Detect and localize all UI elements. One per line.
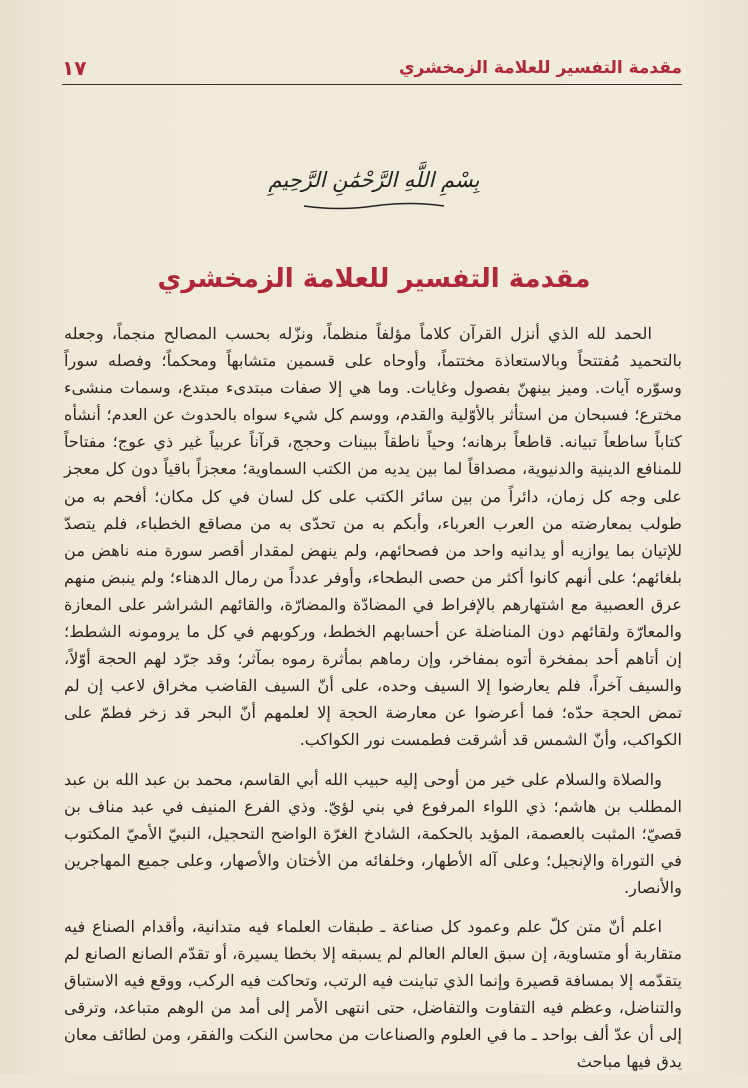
bismillah-calligraphy	[0, 168, 748, 216]
paragraph: الحمد لله الذي أنزل القرآن كلاماً مؤلفاً منظماً، ونزّله بحسب المصالح منجماً، وجعله بالتحميد مُفتتحاً وبالاستعاذة مختتماً، وأوحاه على قسمين متشابهاً ومحكماً؛ وفصله سوراً وسوّره آيات. وميز بينهنّ بفصول وغايات. وما هي إلا صفات مبتدىء مبتدع، وسمات منشىء مخترع؛ فسبحان من استأثر بالأوّلية والقدم، ووسم كل شيء سواه بالحدوث عن العدم؛ أنشأه كتاباً ساطعاً تبيانه. قاطعاً برهانه؛ وحياً ناطقاً ببينات وحجج، قرآناً عربياً غير ذي عوج؛ مفتاحاً للمنافع الدينية والدنيوية، مصداقاً لما بين يديه من الكتب السماوية؛ معجزاً باقياً دون كل معجز على وجه كل زمان، دائراً من بين سائر الكتب على كل لسان في كل مكان؛ أفحم به من طولب بمعارضته من العرب العرباء، وأبكم به من تحدّى به من مصاقع الخطباء، فلم يتصدّ للإتيان بما يوازيه أو يدانيه واحد من فصحائهم، ولم ينهض لمقدار أقصر سورة منه ناهض من بلغائهم؛ على أنهم كانوا أكثر من حصى البطحاء، وأوفر عدداً من رمال الدهناء؛ ولم ينبض منهم عرق العصبية مع اشتهارهم بالإفراط في المضادّة والمضارّة، والقائهم الشراشر على المعازة والمعارّة ولقائهم دون المناضلة عن أحسابهم الخطط، وركوبهم في كل ما يرومونه الشطط؛ إن أتاهم أحد بمفخرة أتوه بمفاخر، وإن رماهم بمأثرة رموه بمآثر؛ وقد جرّد لهم الحجة أوّلاً، والسيف آخراً، فلم يعارضوا إلا السيف وحده، على أنّ السيف القاضب مخراق لاعب إن لم تمض الحجة حدّه؛ فما أعرضوا عن معارضة الحجة إلا لعلمهم أنّ البحر قد زخر فطمّ على الكواكب، وأنّ الشمس قد أشرقت فطمست نور الكواكب.	[64, 324, 682, 750]
page-header	[62, 54, 682, 85]
bismillah-text: بِسْمِ اللَّهِ الرَّحْمَٰنِ الرَّحِيمِ	[268, 168, 480, 192]
paragraph: والصلاة والسلام على خير من أوحى إليه حبيب الله أبي القاسم، محمد بن عبد الله بن عبد المطلب بن هاشم؛ ذي اللواء المرفوع في بني لؤيّ. وذي الفرع المنيف في عبد مناف بن قصيّ؛ المثبت بالعصمة، المؤيد بالحكمة، الشادخ الغرّة الواضح التحجيل، النبيّ الأميّ المكتوب في التوراة والإنجيل؛ وعلى آله الأطهار، وخلفائه من الأختان والأصهار، وعلى جميع المهاجرين والأنصار.	[64, 769, 682, 897]
section-title: مقدمة التفسير للعلامة الزمخشري	[157, 264, 591, 294]
page-number: ١٧	[62, 56, 87, 80]
running-title: مقدمة التفسير للعلامة الزمخشري	[398, 58, 682, 78]
body-text	[64, 320, 682, 1088]
calligraphy-swash-icon	[299, 201, 449, 211]
paragraph: اعلم أنّ متن كلّ علم وعمود كل صناعة ـ طبقات العلماء فيه متدانية، وأقدام الصناع فيه متقاربة أو متساوية، إن سبق العالم العالم لم يسبقه إلا بخطا يسيرة، أو تقدّم الصانع الصانع لم يتقدّمه إلا بمسافة قصيرة وإنما الذي تباينت فيه الرتب، وتحاكت فيه الركب، ووقع فيه الاستباق والتناضل، وعظم فيه التفاوت والتفاضل، حتى انتهى الأمر إلى أمد من الوهم متباعد، وترقى إلى أن عدّ ألف بواحد ـ ما في العلوم والصناعات من محاسن النكت والفقر، ومن لطائف معان يدق فيها مباحث	[64, 916, 682, 1072]
